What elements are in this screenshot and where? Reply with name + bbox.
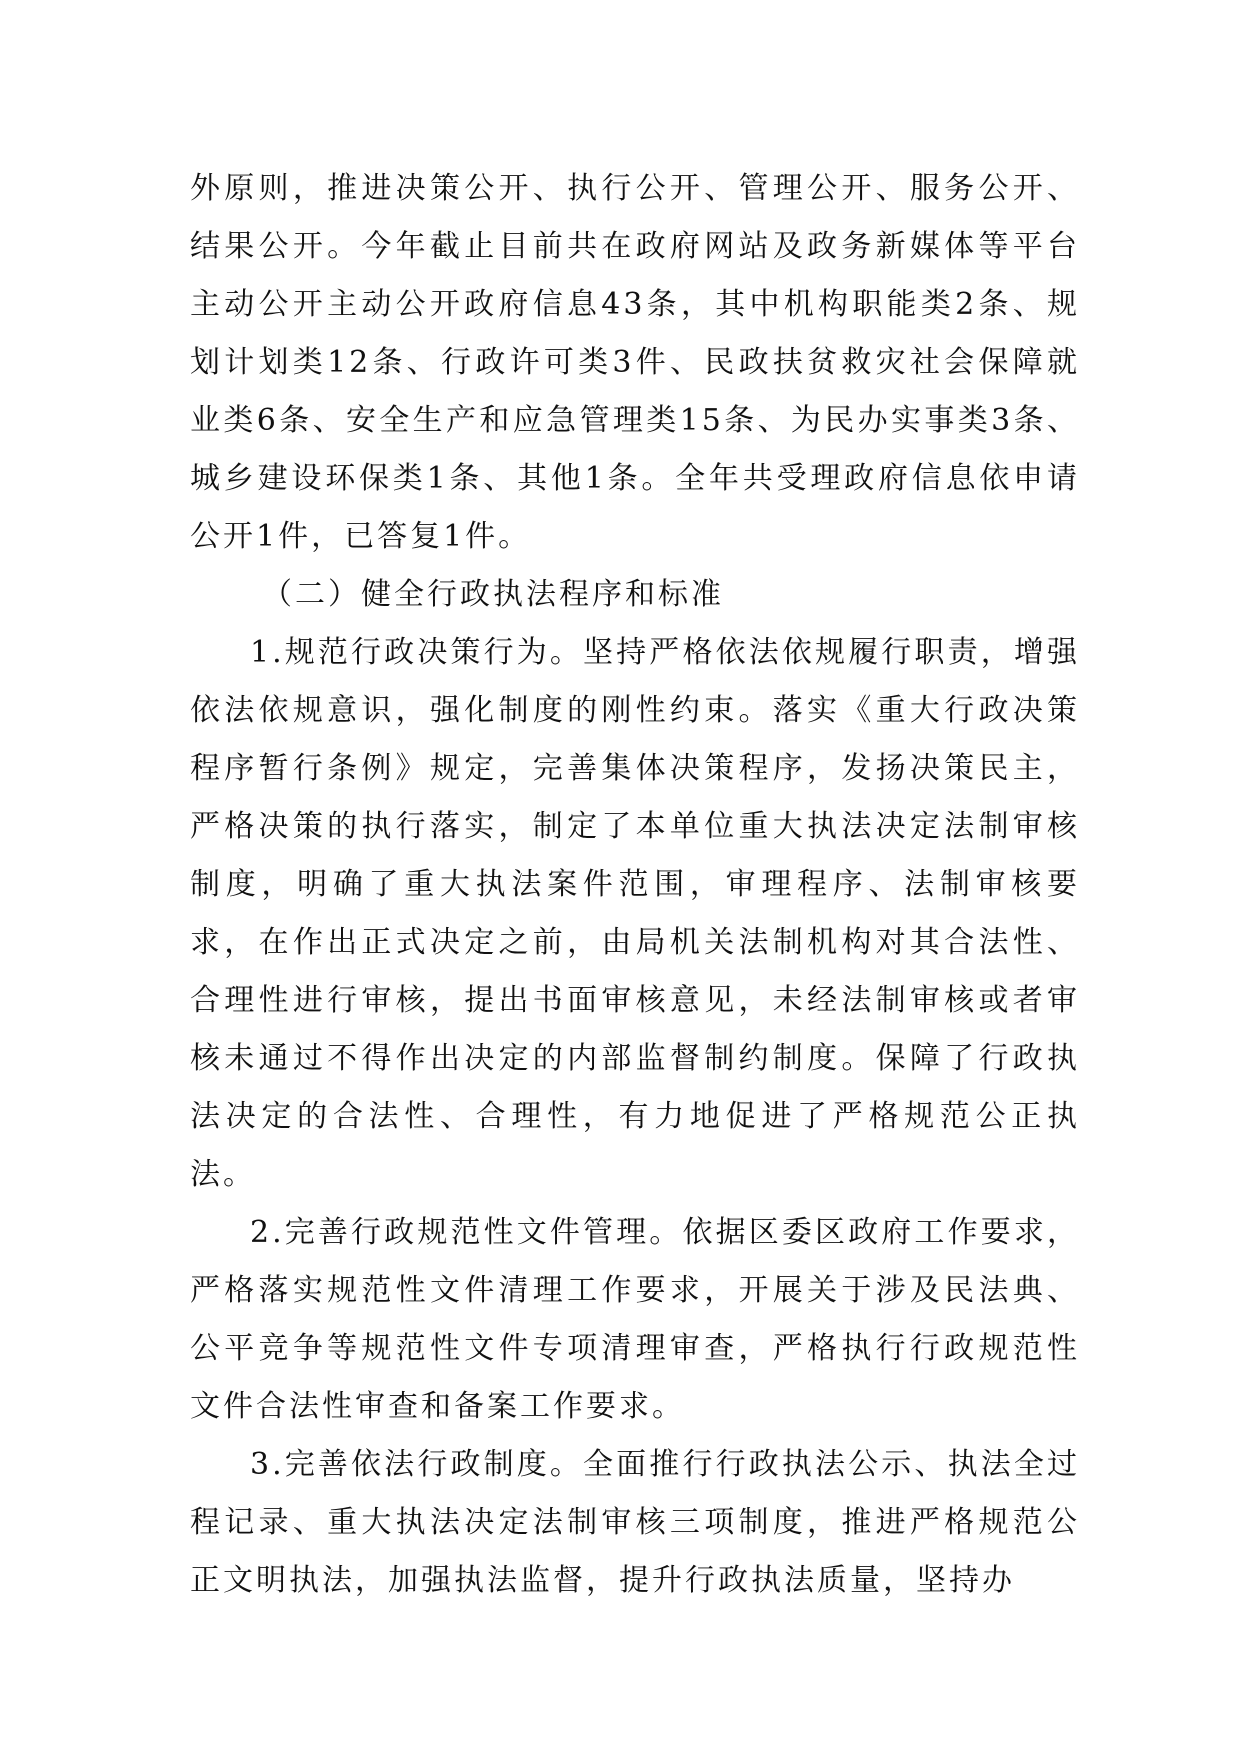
section-heading: （二）健全行政执法程序和标准	[262, 577, 724, 612]
document-body	[190, 160, 1080, 1610]
numbered-paragraph-3: 3.完善依法行政制度。全面推行行政执法公示、执法全过程记录、重大执法决定法制审核三项制度，推进严格规范公正文明执法，加强执法监督，提升行政执法质量，坚持办	[190, 1447, 1080, 1598]
numbered-paragraph-2: 2.完善行政规范性文件管理。依据区委区政府工作要求，严格落实规范性文件清理工作要求，开展关于涉及民法典、公平竞争等规范性文件专项清理审查，严格执行行政规范性文件合法性审查和备案工作要求。	[190, 1215, 1080, 1424]
continued-paragraph: 外原则，推进决策公开、执行公开、管理公开、服务公开、结果公开。今年截止目前共在政府网站及政务新媒体等平台主动公开主动公开政府信息43条，其中机构职能类2条、规划计划类12条、行政许可类3件、民政扶贫救灾社会保障就业类6条、安全生产和应急管理类15条、为民办实事类3条、城乡建设环保类1条、其他1条。全年共受理政府信息依申请公开1件，已答复1件。	[190, 171, 1080, 554]
numbered-paragraph-1: 1.规范行政决策行为。坚持严格依法依规履行职责，增强依法依规意识，强化制度的刚性约束。落实《重大行政决策程序暂行条例》规定，完善集体决策程序，发扬决策民主，严格决策的执行落实，制定了本单位重大执法决定法制审核制度，明确了重大执法案件范围，审理程序、法制审核要求，在作出正式决定之前，由局机关法制机构对其合法性、合理性进行审核，提出书面审核意见，未经法制审核或者审核未通过不得作出决定的内部监督制约制度。保障了行政执法决定的合法性、合理性，有力地促进了严格规范公正执法。	[190, 635, 1080, 1192]
